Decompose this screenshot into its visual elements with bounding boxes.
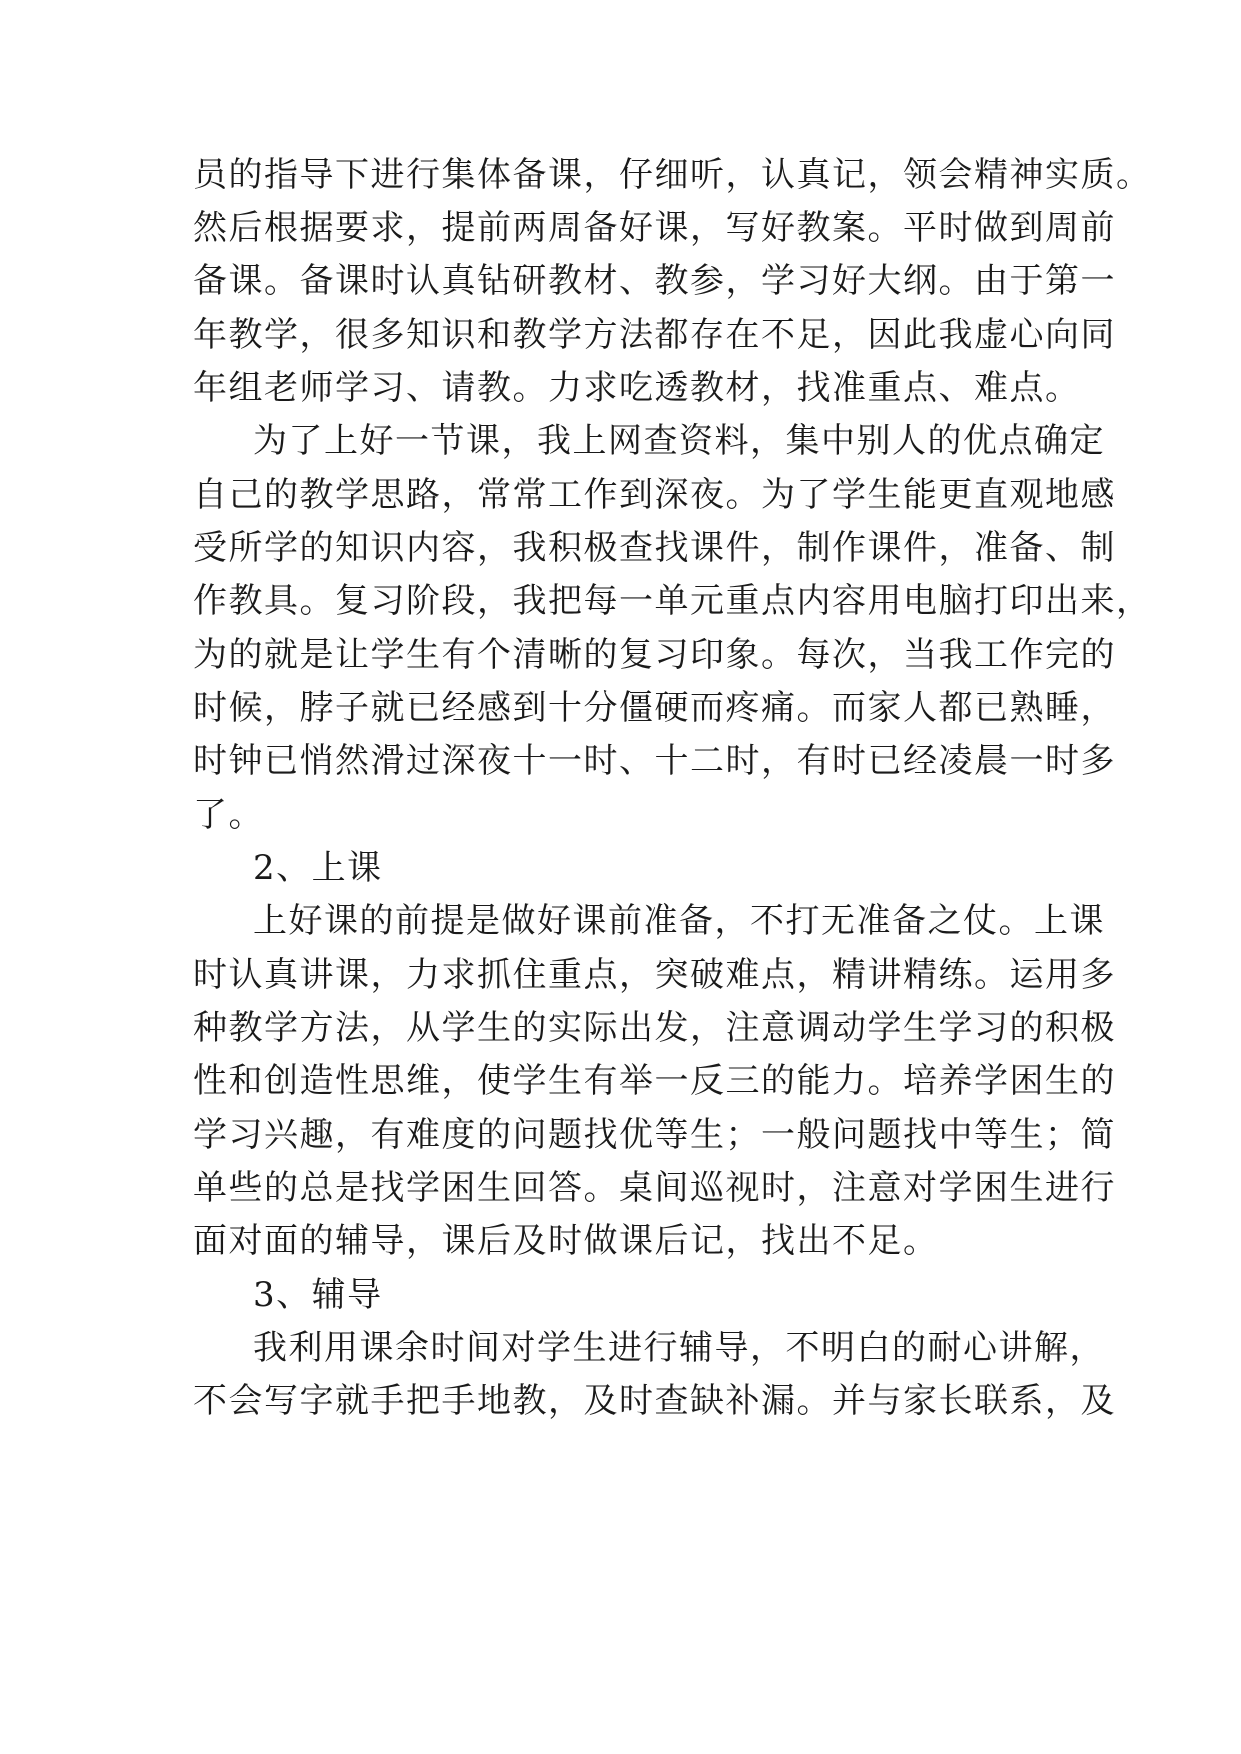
text-line: 作教具。复习阶段，我把每一单元重点内容用电脑打印出来， <box>193 581 1152 621</box>
text-line: 时认真讲课，力求抓住重点，突破难点，精讲精练。运用多 <box>193 955 1116 995</box>
paragraph-start-line: 为了上好一节课，我上网查资料，集中别人的优点确定 <box>253 421 1105 461</box>
text-line: 备课。备课时认真钻研教材、教参，学习好大纲。由于第一 <box>193 261 1116 301</box>
paragraph-start-line: 我利用课余时间对学生进行辅导，不明白的耐心讲解， <box>253 1328 1105 1368</box>
text-line: 年教学，很多知识和教学方法都存在不足，因此我虚心向同 <box>193 315 1116 355</box>
text-line: 时钟已悄然滑过深夜十一时、十二时，有时已经凌晨一时多 <box>193 741 1116 781</box>
text-line: 性和创造性思维，使学生有举一反三的能力。培养学困生的 <box>193 1061 1116 1101</box>
text-line: 员的指导下进行集体备课，仔细听，认真记，领会精神实质。 <box>193 155 1152 195</box>
text-line: 了。 <box>193 795 264 835</box>
section-heading-tutoring: 3、辅导 <box>253 1275 383 1315</box>
text-line: 受所学的知识内容，我积极查找课件，制作课件，准备、制 <box>193 528 1116 568</box>
text-line: 学习兴趣，有难度的问题找优等生；一般问题找中等生；简 <box>193 1115 1116 1155</box>
text-line: 然后根据要求，提前两周备好课，写好教案。平时做到周前 <box>193 208 1116 248</box>
text-line: 面对面的辅导，课后及时做课后记，找出不足。 <box>193 1221 939 1261</box>
text-line: 年组老师学习、请教。力求吃透教材，找准重点、难点。 <box>193 368 1081 408</box>
text-line: 不会写字就手把手地教，及时查缺补漏。并与家长联系，及 <box>193 1381 1116 1421</box>
section-heading-lesson: 2、上课 <box>253 848 383 888</box>
paragraph-start-line: 上好课的前提是做好课前准备，不打无准备之仗。上课 <box>253 901 1105 941</box>
text-line: 种教学方法，从学生的实际出发，注意调动学生学习的积极 <box>193 1008 1116 1048</box>
text-line: 为的就是让学生有个清晰的复习印象。每次，当我工作完的 <box>193 635 1116 675</box>
text-line: 时候，脖子就已经感到十分僵硬而疼痛。而家人都已熟睡， <box>193 688 1116 728</box>
text-line: 单些的总是找学困生回答。桌间巡视时，注意对学困生进行 <box>193 1168 1116 1208</box>
text-line: 自己的教学思路，常常工作到深夜。为了学生能更直观地感 <box>193 475 1116 515</box>
